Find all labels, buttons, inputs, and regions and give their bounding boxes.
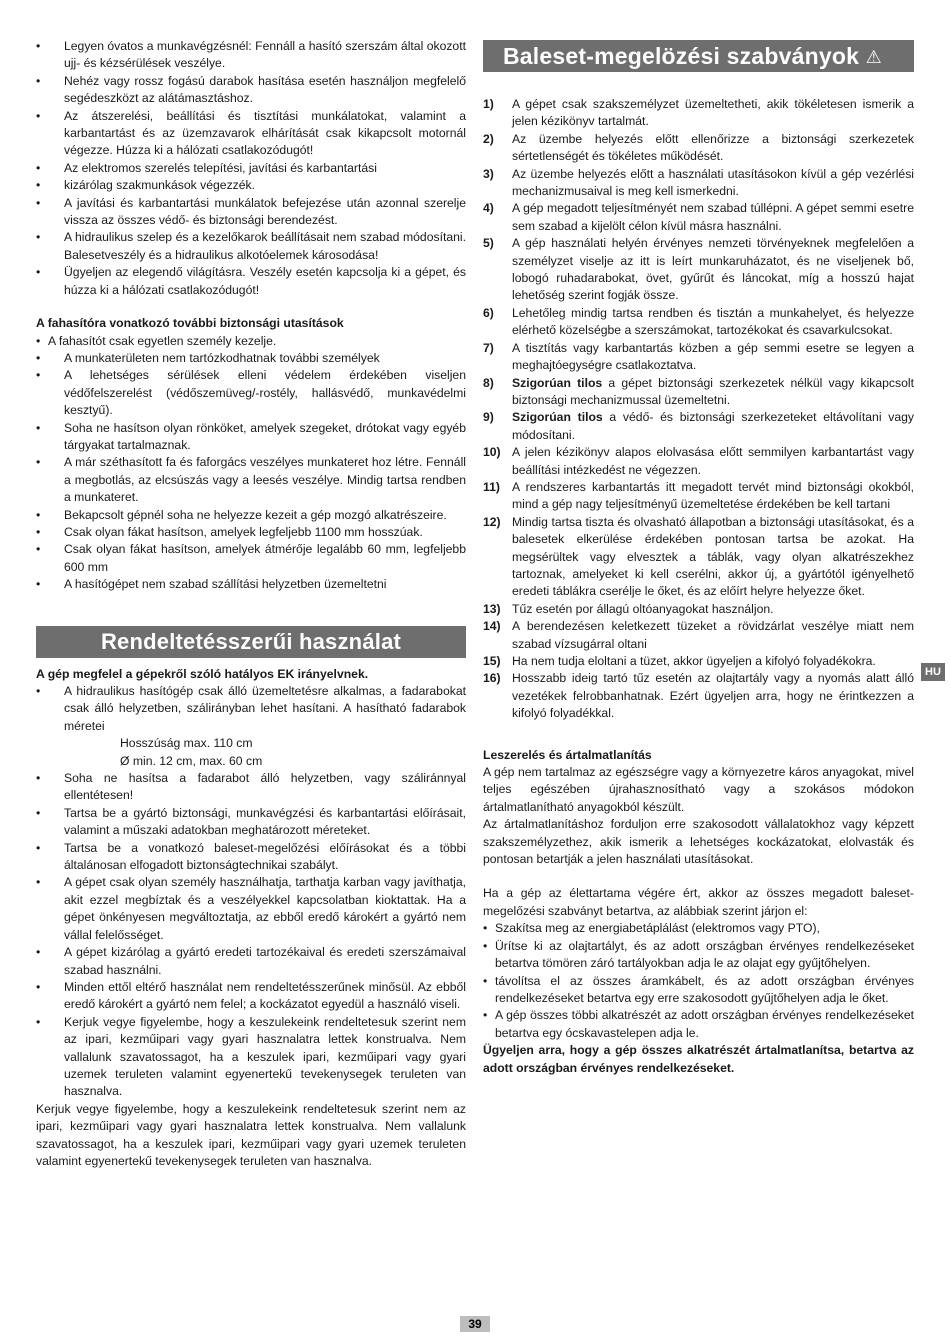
list-item: 15) Ha nem tudja eloltani a tüzet, akkor ügyeljen a kifolyó folyadékokra. [483, 654, 876, 668]
list-item: 11) A rendszeres karbantartás itt megadott tervét mind biztonsági okokból, mind a gép nagy teljesítményű üzemeltetése érdekében be kell tartani [483, 479, 914, 512]
list-item: 2) Az üzembe helyezés előtt ellenőrizze a biztonsági szerkezetek sértetlenségét és tökéletes működését. [483, 131, 914, 164]
list-item: • Legyen óvatos a munkavégzésnél: Fennáll a hasító szerszám által okozott ujj- és kézsérülések veszélye. [36, 38, 466, 73]
list-item: 5) A gép használati helyén érvényes nemzeti törvényeknek megfelelően a személyzet viselje az itt is leírt munkaruházatot, és ne viseljenek bő, lobogó ruhadarabokat, övet, gyűrűt és láncokat, míg a hosszú hajat lehetőség szerint fogják össze. [483, 236, 914, 303]
list-item-text: A hidraulikus hasítógép csak álló üzemeltetésre alkalmas, a fadarabokat csak álló helyzetben, szálirányban lehet hasítani. A hasítható fadarabok méretei [64, 684, 466, 733]
list-item: • Bekapcsolt gépnél soha ne helyezze kezeit a gép mozgó alkatrészeire. [36, 507, 466, 524]
page-number: 39 [460, 1316, 490, 1332]
size-length: Hosszúság max. 110 cm [120, 736, 253, 751]
list-item: • Tartsa be a gyártó biztonsági, munkavégzési és karbantartási előírásait, valamint a műszaki adatokban meghatározott méreteket. [36, 805, 466, 840]
list-item: 6) Lehetőleg mindig tartsa rendben és tisztán a munkahelyet, és helyezze elérhető közelségbe a szerszámokat, tartozékokat és csavarkulcsokat. [483, 305, 914, 338]
list-item: • A javítási és karbantartási munkálatok befejezése után azonnal szerelje vissza az összes védő- és biztonsági berendezést. [36, 195, 466, 230]
list-item: • Kerjuk vegye figyelembe, hogy a keszulekeink rendeltetesuk szerint nem az ipari, kezműipari vagy gyari hasznalatra lettek konstrualva. Nem vallalunk szavatossagot, ha a keszulek ipari, kezműipari vagy gyari uzemek teruleten valamint egyenertekű tevekenysegek teruleten van hasznalva. [36, 1014, 466, 1101]
list-item: • A munkaterületen nem tartózkodhatnak további személyek [36, 350, 466, 367]
list-item: • Soha ne hasítsa a fadarabot álló helyzetben, vagy száliránnyal ellentétesen! [36, 770, 466, 805]
list-item: • Tartsa be a vonatkozó baleset-megelőzési előírásokat és a többi általánosan elfogadott biztonságtechnikai szabályt. [36, 840, 466, 875]
list-item: • Ürítse ki az olajtartályt, és az adott országban érvényes rendelkezéseket betartva tömören záró tartályokban adja le az olajat egy gyűjtőhelyen. [483, 938, 914, 973]
list-item: 9) Szigorúan tilos a védő- és biztonsági szerkezeteket eltávolítani vagy módosítani. [483, 410, 914, 442]
list-item: • Az átszerelési, beállítási és tisztítási munkálatokat, valamint a karbantartást és az üzemzavarok elhárítását csak kikapcsolt motornál végezze. Húzza ki a hálózati csatlakozódugót! [36, 108, 466, 160]
list-item: 7) A tisztítás vagy karbantartás közben a gép semmi esetre se legyen a meghajtóegységre csatlakoztatva. [483, 340, 914, 373]
list-item: • A lehetséges sérülések elleni védelem érdekében viseljen védőfelszerelést (védőszemüveg/-rostély, hallásvédő, munkavédelmi kesztyű). [36, 367, 466, 419]
section-heading: A fahasítóra vonatkozó további biztonsági utasítások [36, 316, 344, 331]
left-column [36, 38, 466, 1170]
disposal-final-note: Ügyeljen arra, hogy a gép összes alkatrészét ártalmatlanítsa, betartva az adott országban érvényes rendelkezéseket. [483, 1043, 914, 1075]
section-heading: A gép megfelel a gépekről szóló hatályos EK irányelvnek. [36, 666, 369, 681]
disposal-bullet-list [483, 920, 914, 1042]
extra-first-list [36, 333, 466, 350]
list-item: • A gép összes többi alkatrészét az adott országban érvényes rendelkezéseket betartva egy ócskavastelepen adja le. [483, 1007, 914, 1042]
list-item: 13) Tűz esetén por állagú oltóanyagokat használjon. [483, 601, 774, 616]
list-item: • A hasítógépet nem szabad szállítási helyzetben üzemeltetni [36, 576, 466, 593]
list-item: 8) Szigorúan tilos a gépet biztonsági szerkezetek nélkül vagy kikapcsolt biztonsági mechanizmussal üzemeltetni. [483, 375, 914, 407]
list-item: 16) Hosszabb ideig tartó tűz esetén az olajtartály vagy a nyomás alatt álló vezetékek felrobbanhatnak. Ezért ügyeljen arra, hogy ne érintkezzen a kifolyó folyadékkal. [483, 671, 914, 721]
list-item: • távolítsa el az összes áramkábelt, és az adott országban érvényes rendelkezéseket betartva egy erre szakosodott gyűjtőhelyen adja le őket. [483, 973, 914, 1008]
list-item: • kizárólag szakmunkások végezzék. [36, 177, 466, 194]
list-item: 1) A gépet csak szakszemélyzet üzemeltetheti, akik tökéletesen ismerik a jelen kézikönyv tartalmát. [483, 97, 914, 129]
list-item: • A gépet csak olyan személy használhatja, tarthatja karban vagy javíthatja, akit ezzel megbíztak és a veszélyekkel kapcsolatban kioktattak. Ha a gépet önkényesen megváltoztatja, az ebből eredő károkért a gyártó nem vállal felelősséget. [36, 874, 466, 944]
list-item: • Ügyeljen az elegendő világításra. Veszély esetén kapcsolja ki a gépet, és húzza ki a hálózati csatlakozódugót! [36, 264, 466, 299]
extra-bullet-list [36, 350, 466, 594]
list-item: • Csak olyan fákat hasítson, amelyek átmérője legalább 60 mm, legfeljebb 600 mm [36, 541, 466, 576]
list-item: • A fahasítót csak egyetlen személy kezelje. [36, 333, 466, 350]
list-item: 3) Az üzembe helyezés előtt a használati utasításokon kívül a gép vezérlési mechanizmusaival is meg kell ismerkedni. [483, 166, 914, 199]
closing-paragraph: Kerjuk vegye figyelembe, hogy a keszulekeink rendeltetesuk szerint nem az ipari, kezműipari vagy gyari hasznalatra lettek konstrualva. Nem vallalunk szavatossagot, ha a keszulek ipari, kezműipari vagy gyari uzemek teruleten valamint egyenertekű tevekenysegek teruleten van hasznalva. [36, 1101, 466, 1168]
list-item: • Soha ne hasítson olyan rönköket, amelyek szegeket, drótokat vagy egyéb tárgyakat tartalmaznak. [36, 420, 466, 455]
safety-bullet-list [36, 38, 466, 299]
list-item: • A már széthasított fa és faforgács veszélyes munkateret hoz létre. Fennáll a megbotlás, az elcsúszás vagy a leesés veszélye. Mindig tartsa rendben a munkateret. [36, 454, 466, 506]
list-item: 12) Mindig tartsa tiszta és olvasható állapotban a biztonsági utasításokat, és a balesetek elkerülése érdekében pontosan tartsa be azokat. Ha megsérültek vagy elvesztek a táblák, vagy olyan alkatrészekhez tartoznak, amelyeket ki kell cserélni, akkor új, a gyártótól igényelhető eredeti táblákra cserélje le őket, és az előírt helyre helyezze őket. [483, 514, 914, 599]
right-column [483, 40, 914, 1077]
list-item: • Az elektromos szerelés telepítési, javítási és karbantartási [36, 160, 466, 177]
list-item: 14) A berendezésen keletkezett tüzeket a rövidzárlat veszélye miatt nem szabad vízsugárral oltani [483, 619, 914, 651]
intended-use-list [36, 683, 466, 1101]
section-banner-intended-use: Rendeltetésszerűi használat [36, 626, 466, 658]
list-item: • A gépet kizárólag a gyártó eredeti tartozékaival és eredeti szerszámaival szabad használni. [36, 944, 466, 979]
disposal-paragraph: Ha a gép az élettartama végére ért, akkor az összes megadott baleset-megelőzési szabványt betartva, az alábbiak szerint járjon el: [483, 886, 914, 918]
section-heading: Leszerelés és ártalmatlanítás [483, 747, 652, 762]
list-item: • Minden ettől eltérő használat nem rendeltetésszerűnek minősül. Az ebből eredő károkért a gyártó nem felel; a kockázatot egyedül a használó viseli. [36, 979, 466, 1014]
list-item: 4) A gép megadott teljesítményét nem szabad túllépni. A gépet semmi esetre sem szabad a kijelölt célon kívül másra használni. [483, 201, 914, 233]
accident-rules-list [483, 96, 914, 723]
language-tab: HU [921, 663, 945, 681]
list-item: • Nehéz vagy rossz fogású darabok hasítása esetén használjon megfelelő segédeszközt az alátámasztáshoz. [36, 73, 466, 108]
list-item: • A hidraulikus szelep és a kezelőkarok beállításait nem szabad módosítani. Balesetveszély és a hidraulikus alkotóelemek károsodása! [36, 229, 466, 264]
section-banner-accident-prevention [483, 40, 914, 72]
warning-icon: ⚠ [865, 47, 883, 67]
list-item: 10) A jelen kézikönyv alapos elolvasása előtt semmilyen karbantartást vagy beállítási intézkedést ne végezzen. [483, 445, 914, 477]
size-diameter: Ø min. 12 cm, max. 60 cm [120, 753, 263, 768]
banner-title: Baleset-megelözési szabványok [503, 43, 860, 69]
list-item [36, 683, 466, 770]
list-item: • Szakítsa meg az energiabetáplálást (elektromos vagy PTO), [483, 920, 914, 937]
list-item: • Csak olyan fákat hasítson, amelyek legfeljebb 1100 mm hosszúak. [36, 524, 466, 541]
disposal-paragraph: Az ártalmatlanításhoz forduljon erre szakosodott vállalatokhoz vagy képzett szakszemélyzethez, akik ismerik a lehetséges kockázatokat, elolvasták és pontosan betartják a jelen használati utasításokat. [483, 817, 914, 867]
disposal-paragraph: A gép nem tartalmaz az egészségre vagy a környezetre káros anyagokat, mivel teljes egészében újrahasznosítható vagy a szokásos módokon ártalmatlanítható anyagokból készült. [483, 765, 914, 814]
